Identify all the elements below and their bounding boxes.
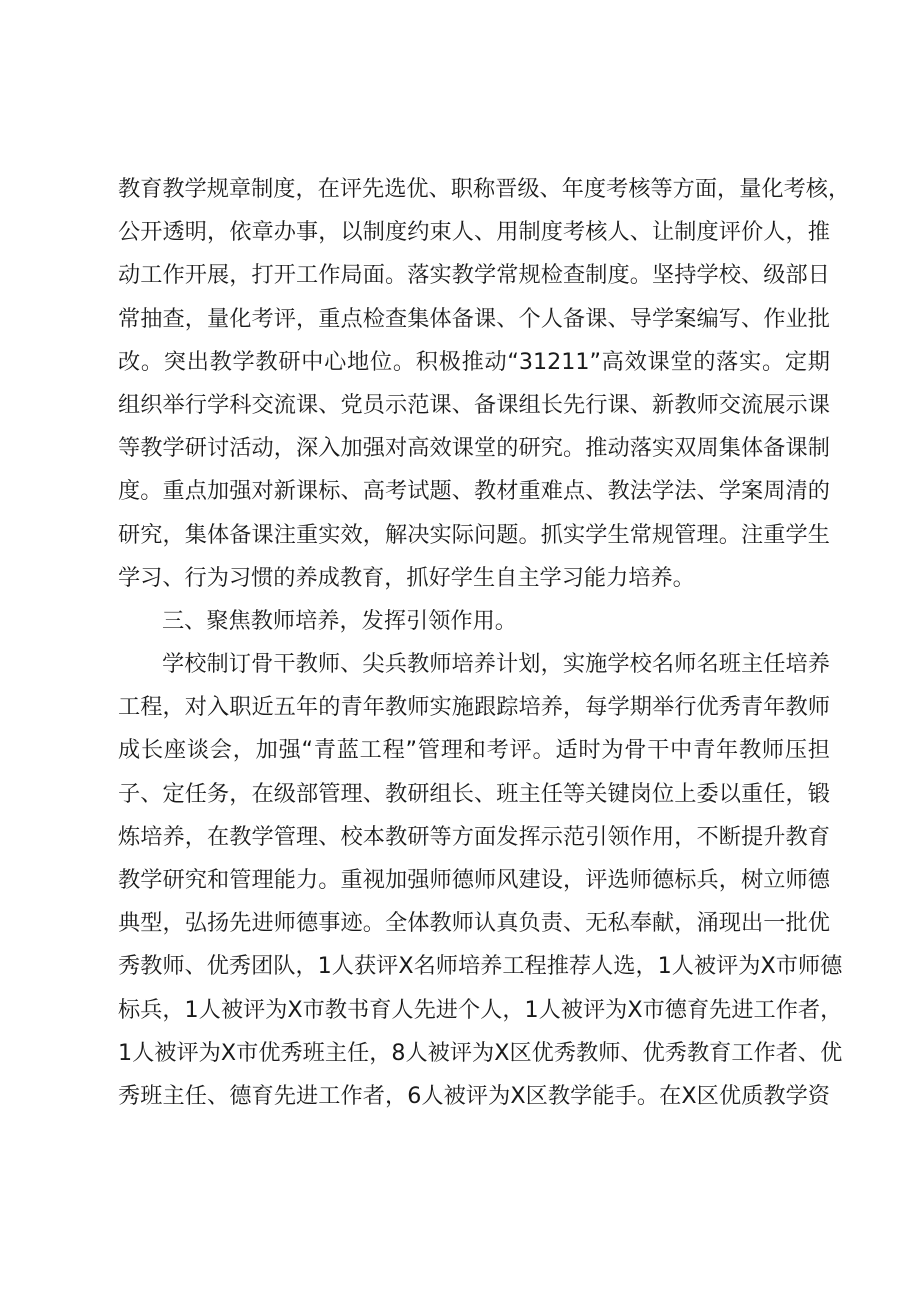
text-line: 1人被评为X市优秀班主任，8人被评为X区优秀教师、优秀教育工作者、优 bbox=[118, 1039, 843, 1066]
text-line: 教学研究和管理能力。重视加强师德师风建设，评选师德标兵，树立师德 bbox=[118, 867, 830, 893]
text-line: 研究，集体备课注重实效，解决实际问题。抓实学生常规管理。注重学生 bbox=[118, 521, 830, 548]
text-line: 标兵，1人被评为X市教书育人先进个人，1人被评为X市德育先进工作者， bbox=[118, 996, 843, 1023]
text-line: 教育教学规章制度，在评先选优、职称晋级、年度考核等方面，量化考核， bbox=[118, 176, 851, 202]
text-line: 度。重点加强对新课标、高考试题、教材重难点、教法学法、学案周清的 bbox=[118, 478, 830, 505]
text-line: 秀教师、优秀团队，1人获评X名师培养工程推荐人选，1人被评为X市师德 bbox=[118, 953, 843, 980]
text-line: 改。突出教学教研中心地位。积极推动“31211”高效课堂的落实。定期 bbox=[118, 348, 830, 375]
text-line: 常抽查，量化考评，重点检查集体备课、个人备课、导学案编写、作业批 bbox=[118, 305, 830, 332]
text-line: 炼培养，在教学管理、校本教研等方面发挥示范引领作用，不断提升教育 bbox=[118, 823, 830, 850]
text-line: 成长座谈会，加强“青蓝工程”管理和考评。适时为骨干中青年教师压担 bbox=[118, 737, 830, 764]
text-line: 子、定任务，在级部管理、教研组长、班主任等关键岗位上委以重任，锻 bbox=[118, 780, 830, 807]
text-line: 工程，对入职近五年的青年教师实施跟踪培养，每学期举行优秀青年教师 bbox=[118, 694, 830, 721]
text-line: 公开透明，依章办事，以制度约束人、用制度考核人、让制度评价人，推 bbox=[118, 219, 830, 246]
text-line: 典型，弘扬先进师德事迹。全体教师认真负责、无私奉献，涌现出一批优 bbox=[118, 910, 830, 937]
text-line: 秀班主任、德育先进工作者，6人被评为X区教学能手。在X区优质教学资 bbox=[118, 1082, 830, 1109]
body-text bbox=[118, 168, 851, 1118]
paragraph-first-line: 学校制订骨干教师、尖兵教师培养计划，实施学校名师名班主任培养 bbox=[162, 651, 830, 678]
text-line-paragraph-end: 学习、行为习惯的养成教育，抓好学生自主学习能力培养。 bbox=[118, 564, 695, 591]
text-line: 组织举行学科交流课、党员示范课、备课组长先行课、新教师交流展示课 bbox=[118, 391, 830, 418]
text-line: 动工作开展，打开工作局面。落实教学常规检查制度。坚持学校、级部日 bbox=[118, 262, 830, 289]
section-heading: 三、聚焦教师培养，发挥引领作用。 bbox=[162, 607, 517, 634]
text-line: 等教学研讨活动，深入加强对高效课堂的研究。推动落实双周集体备课制 bbox=[118, 435, 830, 462]
